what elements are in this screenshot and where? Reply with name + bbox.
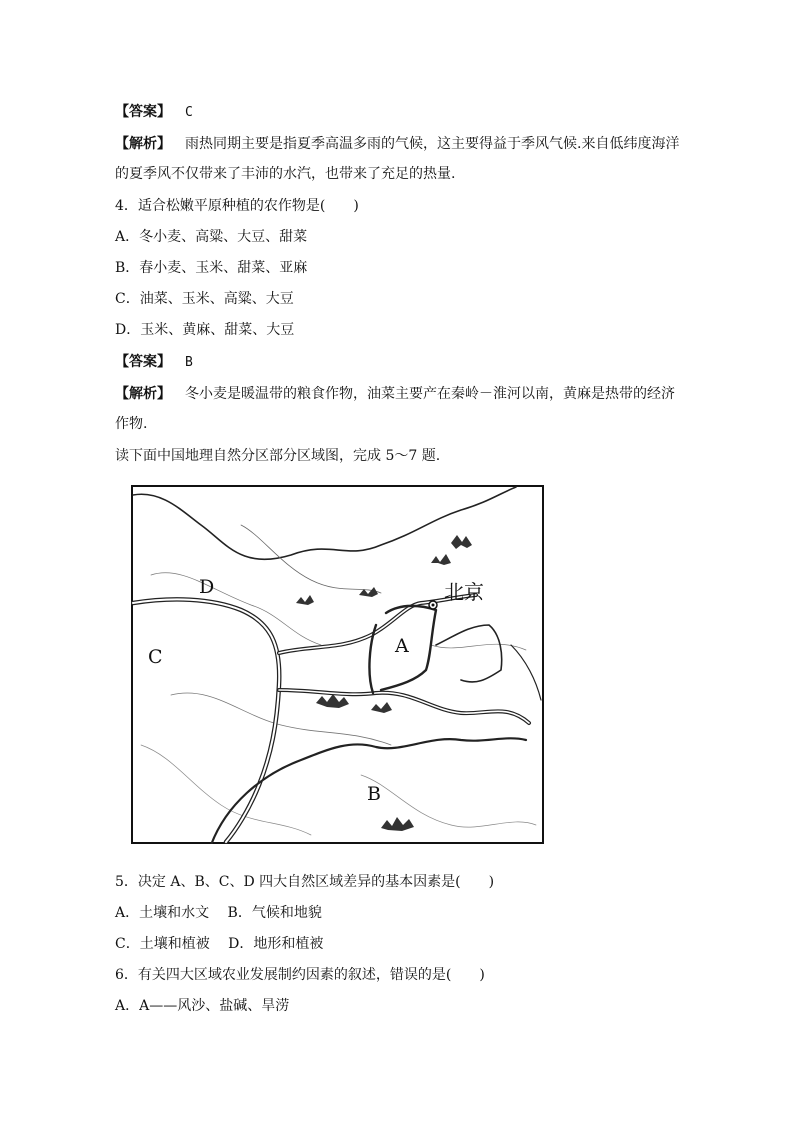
answer-label: 【答案】 (115, 104, 171, 120)
analysis-label: 【解析】 (115, 136, 171, 152)
map-label-d: D (199, 576, 215, 598)
map-label-b: B (367, 783, 381, 805)
analysis-row-1 (115, 134, 679, 154)
analysis-text-continued: 的夏季风不仅带来了丰沛的水汽，也带来了充足的热量. (115, 166, 456, 182)
question-4-option-b: B．春小麦、玉米、甜菜、亚麻 (115, 260, 308, 276)
question-6-stem: 6．有关四大区域农业发展制约因素的叙述，错误的是( ) (115, 967, 485, 983)
question-6-option-a: A．A——风沙、盐碱、旱涝 (115, 998, 290, 1014)
answer-label: 【答案】 (115, 354, 171, 370)
question-4-option-a: A．冬小麦、高粱、大豆、甜菜 (115, 229, 308, 245)
answer-row-2 (115, 352, 193, 373)
map-label-a: A (395, 635, 409, 657)
question-4-option-d: D．玉米、黄麻、甜菜、大豆 (115, 322, 295, 338)
map-intro: 读下面中国地理自然分区部分区域图，完成 5～7 题. (115, 448, 441, 464)
analysis-text-continued: 作物. (115, 416, 148, 432)
question-5-stem: 5．决定 A、B、C、D 四大自然区域差异的基本因素是( ) (115, 874, 495, 890)
map-frame (132, 486, 543, 843)
question-4-option-c: C．油菜、玉米、高粱、大豆 (115, 291, 294, 307)
beijing-marker-dot (432, 604, 435, 607)
analysis-text: 冬小麦是暖温带的粮食作物，油菜主要产在秦岭－淮河以南，黄麻是热带的经济 (185, 386, 675, 402)
question-5-options-row-1: A．土壤和水文 B．气候和地貌 (115, 905, 322, 921)
answer-value: B (185, 355, 193, 370)
region-map (131, 485, 544, 844)
analysis-text: 雨热同期主要是指夏季高温多雨的气候，这主要得益于季风气候.来自低纬度海洋 (185, 136, 680, 152)
analysis-label: 【解析】 (115, 386, 171, 402)
map-label-c: C (148, 646, 163, 668)
question-4-stem: 4．适合松嫩平原种植的农作物是( ) (115, 198, 359, 214)
map-label-beijing: 北京 (444, 580, 484, 604)
analysis-row-2 (115, 384, 675, 404)
question-5-options-row-2: C．土壤和植被 D．地形和植被 (115, 936, 324, 952)
answer-value: C (185, 105, 193, 120)
answer-row-1 (115, 102, 193, 123)
